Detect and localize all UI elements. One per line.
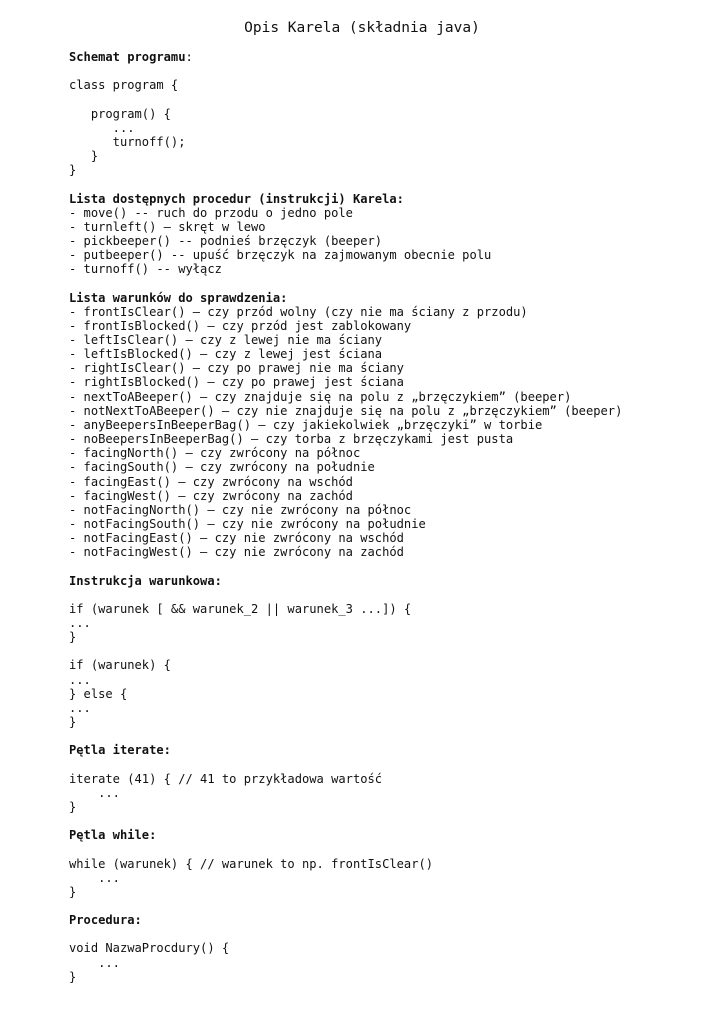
text-line: ... bbox=[69, 785, 120, 800]
text-line: ... bbox=[69, 616, 91, 630]
text-line: } else { bbox=[69, 686, 128, 701]
text-line: program() { bbox=[69, 106, 171, 121]
text-line: class program { bbox=[69, 78, 179, 93]
section-heading-colon: : bbox=[185, 50, 193, 64]
text-line: - notFacingEast() – czy nie zwrócony na wschód bbox=[69, 531, 404, 546]
section-heading: Procedura: bbox=[69, 913, 142, 928]
text-line: if (warunek) { bbox=[69, 658, 171, 673]
text-line: - notFacingNorth() – czy nie zwrócony na północ bbox=[69, 502, 412, 517]
text-line: - anyBeepersInBeeperBag() – czy jakiekolwiek „brzęczyki” w torbie bbox=[69, 417, 543, 432]
text-line: - facingSouth() – czy zwrócony na południe bbox=[69, 460, 375, 475]
section-heading: Lista dostępnych procedur (instrukcji) Karela: bbox=[69, 191, 404, 206]
text-line: if (warunek [ && warunek_2 || warunek_3 ...]) { bbox=[69, 601, 412, 616]
text-line: } bbox=[69, 163, 77, 178]
text-line: - nextToABeeper() – czy znajduje się na polu z „brzęczykiem” (beeper) bbox=[69, 389, 572, 404]
text-line: ... bbox=[69, 700, 91, 715]
text-line: - rightIsClear() – czy po prawej nie ma ściany bbox=[69, 361, 404, 376]
text-line: } bbox=[69, 149, 99, 164]
text-line: - facingNorth() – czy zwrócony na północ bbox=[69, 446, 361, 461]
text-line: - notFacingWest() – czy nie zwrócony na zachód bbox=[69, 545, 404, 560]
section-heading: Pętla iterate: bbox=[69, 743, 171, 758]
text-line: - leftIsBlocked() – czy z lewej jest ściana bbox=[69, 347, 383, 362]
text-line: iterate (41) { // 41 to przykładowa wartość bbox=[69, 771, 383, 786]
text-line: while (warunek) { // warunek to np. frontIsClear() bbox=[69, 856, 434, 871]
section-heading: Pętla while: bbox=[69, 828, 157, 843]
text-line: } bbox=[69, 969, 77, 984]
text-line: - notFacingSouth() – czy nie zwrócony na południe bbox=[69, 516, 426, 531]
text-line: - move() -- ruch do przodu o jedno pole bbox=[69, 205, 353, 220]
text-line: - rightIsBlocked() – czy po prawej jest ściana bbox=[69, 375, 404, 390]
text-line: - turnleft() – skręt w lewo bbox=[69, 219, 266, 234]
text-line: - notNextToABeeper() – czy nie znajduje się na polu z „brzęczykiem” (beeper) bbox=[69, 403, 623, 418]
text-line: - facingEast() – czy zwrócony na wschód bbox=[69, 474, 353, 489]
text-line: ... bbox=[69, 120, 135, 135]
text-line: } bbox=[69, 715, 77, 730]
text-line: - putbeeper() -- upuść brzęczyk na zajmowanym obecnie polu bbox=[69, 248, 492, 263]
section-heading bbox=[69, 50, 193, 64]
text-line: - turnoff() -- wyłącz bbox=[69, 262, 222, 277]
section-heading: Instrukcja warunkowa: bbox=[69, 573, 222, 588]
section-heading: Lista warunków do sprawdzenia: bbox=[69, 290, 288, 305]
text-line: ... bbox=[69, 955, 120, 970]
text-line: } bbox=[69, 630, 77, 645]
text-line: ... bbox=[69, 870, 120, 885]
text-line: - leftIsClear() – czy z lewej nie ma ściany bbox=[69, 333, 383, 347]
text-line: - noBeepersInBeeperBag() – czy torba z brzęczykami jest pusta bbox=[69, 432, 514, 447]
document-title: Opis Karela (składnia java) bbox=[244, 20, 480, 36]
section-heading-label: Schemat programu bbox=[69, 50, 186, 64]
text-line: - frontIsClear() – czy przód wolny (czy nie ma ściany z przodu) bbox=[69, 304, 528, 319]
text-line: turnoff(); bbox=[69, 134, 186, 149]
text-line: } bbox=[69, 799, 77, 814]
text-line: - frontIsBlocked() – czy przód jest zablokowany bbox=[69, 318, 412, 333]
text-line: ... bbox=[69, 672, 91, 687]
text-line: } bbox=[69, 884, 77, 899]
text-line: - facingWest() – czy zwrócony na zachód bbox=[69, 488, 353, 503]
text-line: - pickbeeper() -- podnieś brzęczyk (beeper) bbox=[69, 233, 383, 248]
text-line: void NazwaProcdury() { bbox=[69, 941, 230, 956]
